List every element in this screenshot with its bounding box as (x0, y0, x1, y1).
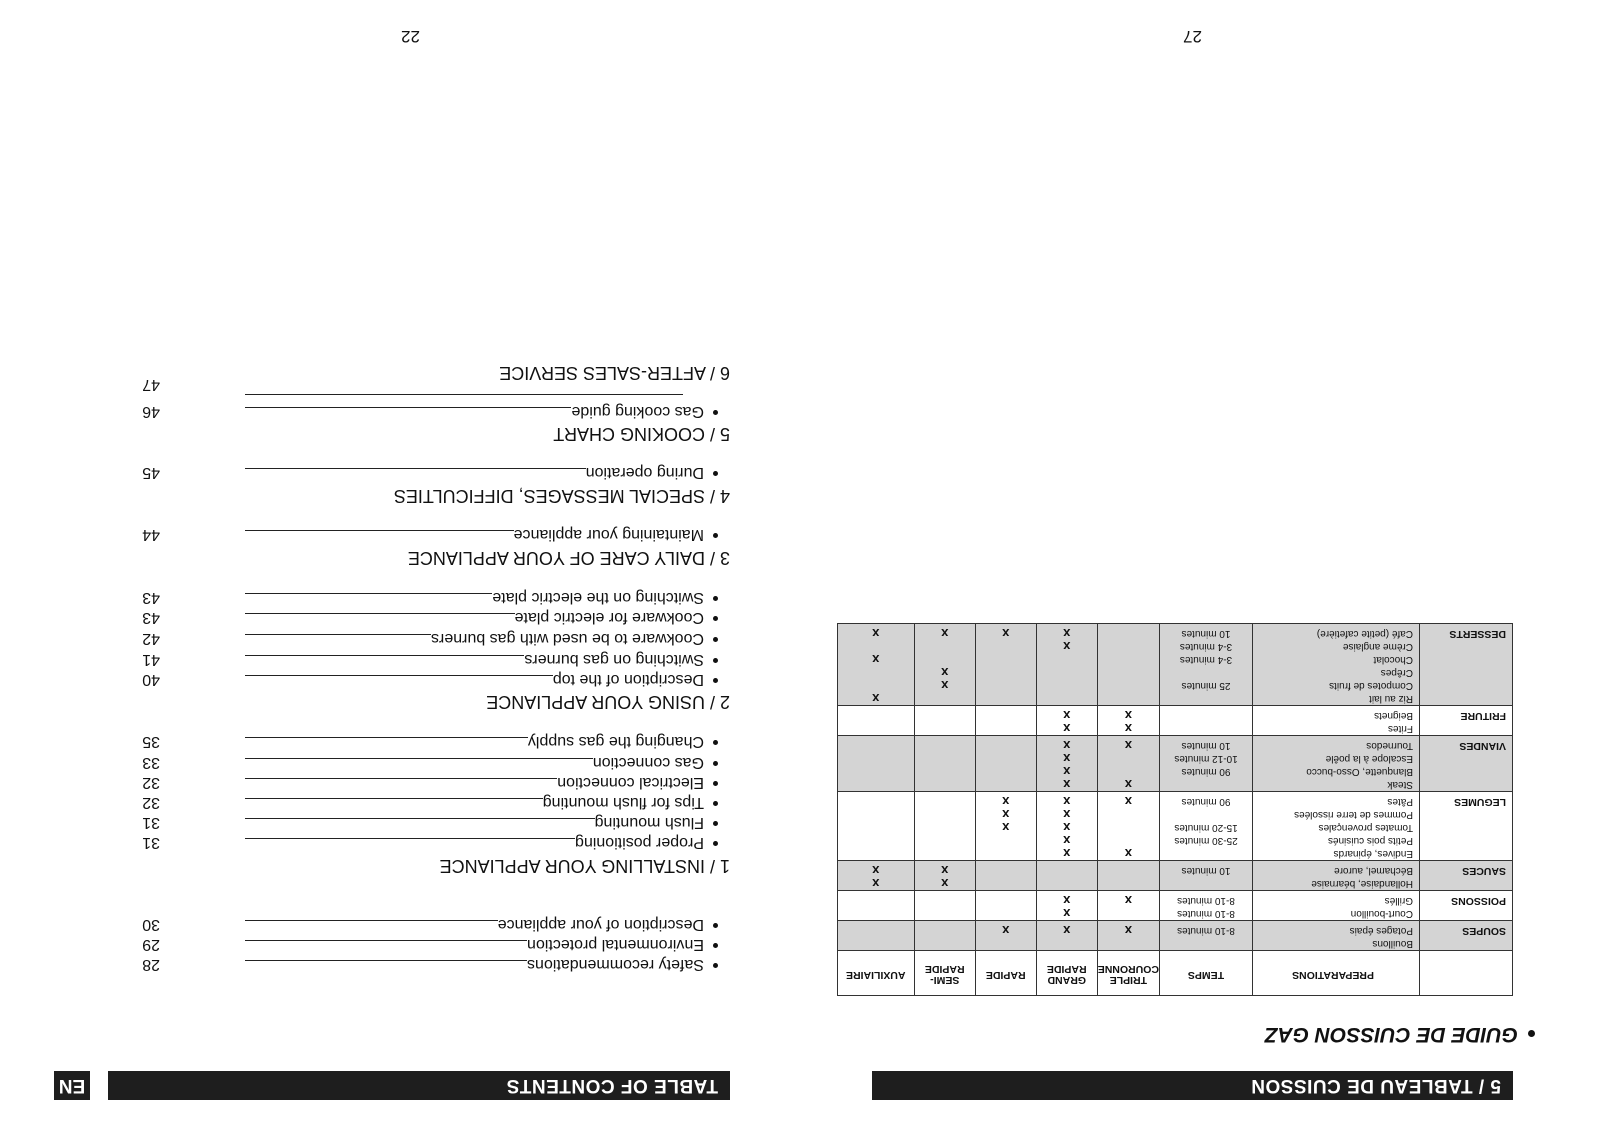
cell-preparations: Court-bouillon Grillés (1253, 891, 1420, 921)
cell-grand-rapide: x x (1036, 706, 1097, 736)
cell-rapide: x x x (975, 792, 1036, 861)
bullet-icon (713, 801, 718, 806)
cell-auxiliaire (837, 921, 914, 951)
toc-entry-text: Gas cooking guide (571, 403, 704, 420)
language-badge: EN (54, 1071, 90, 1100)
cell-category: DESSERTS (1420, 624, 1513, 706)
toc-entry[interactable] (120, 668, 730, 688)
toc-entry[interactable] (120, 751, 730, 771)
leader-line (245, 394, 683, 395)
toc-page-number: 42 (142, 630, 160, 647)
cell-rapide (975, 706, 1036, 736)
cell-preparations: Steak Blanquette, Osso-bucco Escalope à la poêle Tournedos (1253, 736, 1420, 792)
cell-category: LEGUMES (1420, 792, 1513, 861)
bullet-icon (713, 761, 718, 766)
toc-section-heading: 1 / INSTALLING YOUR APPLIANCE (439, 856, 730, 876)
cell-auxiliaire: x x (837, 861, 914, 891)
cell-auxiliaire (837, 891, 914, 921)
toc-entry[interactable] (120, 586, 730, 606)
cell-triple-couronne (1097, 861, 1159, 891)
toc-entry-text: Switching on the electric plate (492, 589, 704, 606)
toc-page-number: 33 (142, 754, 160, 771)
cell-time: 90 minutes 10-12 minutes 10 minutes (1160, 736, 1253, 792)
table-row (837, 736, 1512, 792)
cell-preparations: Riz au lait Compotes de fruits Crêpes Chocolat Crème anglaise Café (petite cafetière) (1253, 624, 1420, 706)
cell-grand-rapide: x x (1036, 891, 1097, 921)
toc-page-number: 43 (142, 609, 160, 626)
toc-page-number: 41 (142, 651, 160, 668)
guide-title-text: GUIDE DE CUISSON GAZ (1264, 1023, 1518, 1046)
leader-line (245, 655, 565, 656)
cell-category: POISSONS (1420, 891, 1513, 921)
page-number-left: 22 (401, 27, 420, 46)
toc-entry-label (492, 588, 730, 606)
toc-section-heading: 4 / SPECIAL MESSAGES, DIFFICULTIES (393, 486, 730, 506)
toc-entry-label (575, 833, 730, 851)
toc-entry-label (431, 629, 730, 647)
bullet-icon (713, 533, 718, 538)
toc-entry-text: Proper positioning (575, 834, 704, 851)
bullet-icon (713, 678, 718, 683)
toc-page-number: 45 (142, 464, 160, 481)
cell-auxiliaire (837, 706, 914, 736)
guide-title (1265, 1022, 1535, 1046)
cell-grand-rapide: x x (1036, 624, 1097, 706)
cell-preparations: Endives, épinards Petits pois cuisinés Tomates provençales Pommes de terre rissolées Pâtes (1253, 792, 1420, 861)
bullet-icon (713, 471, 718, 476)
toc-entry-text: Description of the top (552, 671, 704, 688)
cell-semi-rapide: x x (914, 861, 975, 891)
header-grand-rapide: GRAND RAPIDE (1036, 951, 1097, 996)
cell-time: 25-30 minutes 15-20 minutes 90 minutes (1160, 792, 1253, 861)
toc-entry[interactable] (120, 461, 730, 481)
toc-entry[interactable] (120, 606, 730, 626)
toc-entry-label (524, 650, 730, 668)
header-auxiliaire: AUXILIAIRE (837, 951, 914, 996)
toc-entry-text: Gas connection (592, 754, 704, 771)
cell-rapide: x (975, 921, 1036, 951)
toc-entry-text: Environmental protection (527, 936, 704, 953)
toc-entry-text: Electrical connection (557, 774, 704, 791)
header-semi-rapide: SEMI- RAPIDE (914, 951, 975, 996)
cell-category: VIANDES (1420, 736, 1513, 792)
toc-entry[interactable] (120, 400, 730, 420)
header-triple-couronne: TRIPLE COURONNE (1097, 951, 1159, 996)
toc-page-number: 28 (142, 956, 160, 973)
cell-preparations: Hollandaise, béarnaise Béchamel, aurore (1253, 861, 1420, 891)
toc-section-heading: 2 / USING YOUR APPLIANCE (486, 692, 730, 712)
toc-entry[interactable] (120, 523, 730, 543)
cell-time (1160, 706, 1253, 736)
page-number-right: 27 (1183, 27, 1202, 46)
cell-rapide (975, 736, 1036, 792)
bullet-icon (713, 923, 718, 928)
cell-auxiliaire (837, 792, 914, 861)
cell-rapide: x (975, 624, 1036, 706)
cell-grand-rapide: x (1036, 921, 1097, 951)
toc-entry-label (593, 753, 730, 771)
header-rapide: RAPIDE (975, 951, 1036, 996)
toc-entry[interactable] (120, 373, 730, 393)
toc-entry-text: During operation (585, 464, 704, 481)
toc-entry[interactable] (120, 648, 730, 668)
toc-entry-text: Safety recommendations (527, 956, 704, 973)
cell-preparations: Bouillons Potages épais (1253, 921, 1420, 951)
toc-entry-label (571, 402, 730, 420)
bullet-icon (713, 943, 718, 948)
toc-section-heading: 5 / COOKING CHART (553, 424, 730, 444)
cell-semi-rapide (914, 921, 975, 951)
toc-entry[interactable] (120, 913, 730, 933)
toc-page-number: 47 (142, 376, 160, 393)
cooking-chart-body (837, 624, 1512, 951)
header-preparations: PREPARATIONS (1253, 951, 1420, 996)
toc-entry-label (586, 463, 730, 481)
cell-semi-rapide (914, 792, 975, 861)
toc-page-number: 31 (142, 814, 160, 831)
cell-auxiliaire (837, 736, 914, 792)
cell-category: SAUCES (1420, 861, 1513, 891)
toc-entry[interactable] (120, 953, 730, 973)
toc-entry-label (527, 935, 730, 953)
cell-time: 8-10 minutes (1160, 921, 1253, 951)
toc-entry-label (543, 793, 730, 811)
cell-triple-couronne: x x (1097, 736, 1159, 792)
cell-grand-rapide: x x x x x (1036, 792, 1097, 861)
cell-triple-couronne: x x (1097, 706, 1159, 736)
table-row (837, 891, 1512, 921)
cell-rapide (975, 891, 1036, 921)
cell-semi-rapide (914, 706, 975, 736)
toc-entry-label (528, 732, 730, 750)
toc-entry-text: Cookware for electric plate (514, 609, 704, 626)
toc-entry-label (595, 813, 730, 831)
cell-triple-couronne: x x (1097, 792, 1159, 861)
table-row (837, 792, 1512, 861)
toc-page-number: 43 (142, 589, 160, 606)
bullet-icon (713, 740, 718, 745)
table-row (837, 861, 1512, 891)
cell-time: 8-10 minutes 8-10 minutes (1160, 891, 1253, 921)
cell-semi-rapide: x x x (914, 624, 975, 706)
toc-entry-text: Changing the gas supply (527, 733, 704, 750)
bullet-icon (713, 616, 718, 621)
table-row (837, 921, 1512, 951)
toc-entry-text: Flush mounting (594, 814, 704, 831)
toc-entry-label (527, 955, 730, 973)
bullet-icon (713, 637, 718, 642)
cell-time: 25 minutes 3-4 minutes 3-4 minutes 10 minutes (1160, 624, 1253, 706)
toc-entry[interactable] (120, 811, 730, 831)
cooking-chart-table (837, 623, 1513, 996)
toc-entry-label (498, 915, 730, 933)
toc-entry-text: Maintaining your appliance (513, 526, 704, 543)
cell-triple-couronne: x (1097, 891, 1159, 921)
bullet-icon (713, 596, 718, 601)
toc-entry[interactable] (120, 627, 730, 647)
header-time: TEMPS (1160, 951, 1253, 996)
bullet-icon (713, 410, 718, 415)
toc-entry-label (515, 608, 730, 626)
bullet-icon (713, 658, 718, 663)
toc-section-heading: 3 / DAILY CARE OF YOUR APPLIANCE (407, 548, 730, 568)
toc-page-number: 46 (142, 403, 160, 420)
toc-entry[interactable] (120, 730, 730, 750)
toc-page-number: 30 (142, 916, 160, 933)
cell-category: FRITURE (1420, 706, 1513, 736)
toc-section-heading: 6 / AFTER-SALES SERVICE (499, 363, 730, 383)
toc-page-number: 32 (142, 794, 160, 811)
leader-line (245, 778, 605, 779)
toc-entry[interactable] (120, 791, 730, 811)
toc-entry-label (514, 525, 730, 543)
toc-page-number: 29 (142, 936, 160, 953)
cell-auxiliaire: x x x (837, 624, 914, 706)
cell-preparations: Frites Beignets (1253, 706, 1420, 736)
toc-entry-label (557, 773, 730, 791)
toc-entry[interactable] (120, 831, 730, 851)
toc-page-number: 31 (142, 834, 160, 851)
bullet-icon (713, 821, 718, 826)
cell-triple-couronne: x (1097, 921, 1159, 951)
toc-entry-text: Switching on gas burners (524, 651, 704, 668)
toc-entry-text: Tips for flush mounting (542, 794, 704, 811)
cell-grand-rapide: x x x x (1036, 736, 1097, 792)
bullet-icon (1528, 1030, 1535, 1037)
bullet-icon (713, 781, 718, 786)
header-category (1420, 951, 1513, 996)
cell-triple-couronne (1097, 624, 1159, 706)
leader-line (245, 818, 610, 819)
toc-page-number: 40 (142, 671, 160, 688)
cell-category: SOUPES (1420, 921, 1513, 951)
cell-semi-rapide (914, 736, 975, 792)
table-row (837, 706, 1512, 736)
toc-page-number: 32 (142, 774, 160, 791)
cell-time: 10 minutes (1160, 861, 1253, 891)
toc-page-number: 35 (142, 733, 160, 750)
toc-entry-label (553, 670, 730, 688)
cell-semi-rapide (914, 891, 975, 921)
table-row (837, 624, 1512, 706)
toc-entry-text: Description of your appliance (497, 916, 704, 933)
leader-line (245, 758, 645, 759)
cell-rapide (975, 861, 1036, 891)
bullet-icon (713, 841, 718, 846)
toc-page-number: 44 (142, 526, 160, 543)
toc-banner: TABLE OF CONTENTS (108, 1071, 730, 1100)
cell-grand-rapide (1036, 861, 1097, 891)
bullet-icon (713, 963, 718, 968)
cooking-chart-banner: 5 / TABLEAU DE CUISSON (872, 1071, 1513, 1100)
toc-entry[interactable] (120, 933, 730, 953)
toc-entry[interactable] (120, 771, 730, 791)
toc-entry-text: Cookware to be used with gas burners (430, 630, 704, 647)
